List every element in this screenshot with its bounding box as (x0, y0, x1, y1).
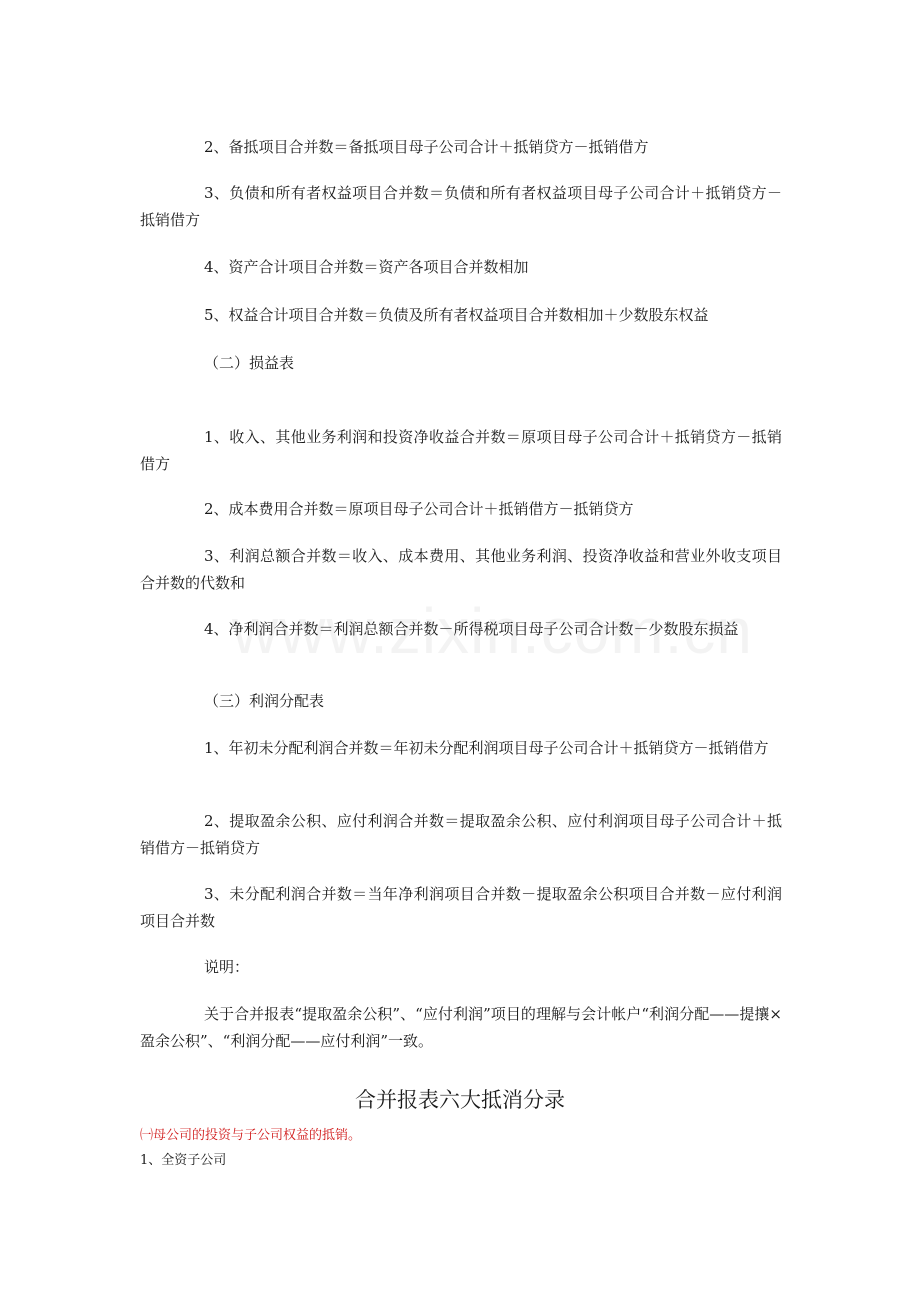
profit-distribution-title: （三）利润分配表 (204, 692, 325, 710)
income-rule-4: 4、净利润合并数＝利润总额合并数－所得税项目母子公司合计数－少数股东损益 (204, 620, 739, 638)
income-statement-title: （二）损益表 (204, 354, 295, 372)
item-wholly-owned: 1、全资子公司 (140, 1153, 227, 1168)
income-rule-3: 3、利润总额合并数＝收入、成本费用、其他业务利润、投资净收益和营业外收支项目合并数的代数和 (140, 547, 782, 592)
note-text: 关于合并报表“提取盈余公积”、“应付利润”项目的理解与会计帐户“利润分配——提攘×盈余公积”、“利润分配——应付利润”一致。 (140, 1005, 782, 1050)
income-rule-1: 1、收入、其他业务利润和投资净收益合并数＝原项目母子公司合计＋抵销贷方－抵销借方 (140, 428, 782, 473)
note-label: 说明： (204, 958, 250, 976)
balance-rule-2: 2、备抵项目合并数＝备抵项目母子公司合计＋抵销贷方－抵销借方 (204, 138, 649, 156)
section-heading: 合并报表六大抵消分录 (355, 1088, 565, 1112)
profit-rule-2: 2、提取盈余公积、应付利润合并数＝提取盈余公积、应付利润项目母子公司合计＋抵销借方－抵销贷方 (140, 812, 782, 857)
profit-rule-1: 1、年初未分配利润合并数＝年初未分配利润项目母子公司合计＋抵销贷方－抵销借方 (204, 739, 769, 757)
subsection-title: ㈠母公司的投资与子公司权益的抵销。 (140, 1128, 362, 1143)
income-rule-2: 2、成本费用合并数＝原项目母子公司合计＋抵销借方－抵销贷方 (204, 500, 634, 518)
profit-rule-3: 3、未分配利润合并数＝当年净利润项目合并数－提取盈余公积项目合并数－应付利润项目合并数 (140, 885, 782, 930)
balance-rule-5: 5、权益合计项目合并数＝负债及所有者权益项目合并数相加＋少数股东权益 (204, 306, 709, 324)
balance-rule-3: 3、负债和所有者权益项目合并数＝负债和所有者权益项目母子公司合计＋抵销贷方－抵销借方 (140, 184, 782, 229)
balance-rule-4: 4、资产合计项目合并数＝资产各项目合并数相加 (204, 258, 529, 276)
